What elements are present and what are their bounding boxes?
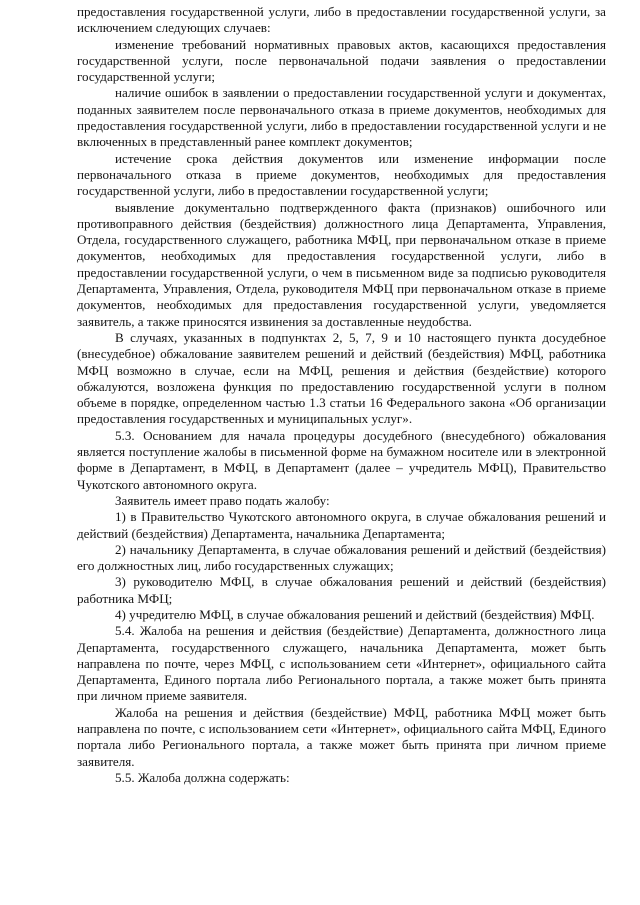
list-item-4: 4) учредителю МФЦ, в случае обжалования решений и действий (бездействия) МФЦ. — [115, 606, 595, 622]
paragraph-5-3: 5.3. Основанием для начала процедуры досудебного (внесудебного) обжалования является поступление жалобы в письменной форме на бумажном носителе или в электронной форме в Департамент, в МФЦ, в Департамент (далее – учредитель МФЦ), Правительство Чукотского автономного округа. — [77, 427, 606, 492]
list-item-3: 3) руководителю МФЦ, в случае обжалования решений и действий (бездействия) работника МФЦ; — [77, 574, 606, 606]
list-item-2: 2) начальнику Департамента, в случае обжалования решений и действий (бездействия) его должностных лиц, либо государственных служащих; — [77, 541, 606, 574]
paragraph-mfc-complaint: Жалоба на решения и действия (бездействие) МФЦ, работника МФЦ может быть направлена по почте, с использованием сети «Интернет», официального сайта МФЦ, Единого портала либо Регионального портала, а также может быть принята при личном приеме заявителя. — [77, 704, 606, 769]
paragraph-expiry-of-documents: истечение срока действия документов или изменение информации после первоначального отказа в приеме документов, необходимых для предоставления государственной услуги, либо в предоставлении государственной услуги; — [77, 150, 606, 199]
list-item-1: 1) в Правительство Чукотского автономного округа, в случае обжалования решений и действий (бездействия) Департамента, начальника Департамента; — [77, 509, 606, 541]
paragraph-change-requirements: изменение требований нормативных правовых актов, касающихся предоставления государственной услуги, после первоначальной подачи заявления о предоставлении государственной услуги; — [77, 36, 606, 85]
paragraph-right-to-complain: Заявитель имеет право подать жалобу: — [115, 492, 330, 508]
paragraph-continuation: предоставления государственной услуги, либо в предоставлении государственной услуги, за исключением следующих случаев: — [77, 4, 606, 36]
paragraph-5-4: 5.4. Жалоба на решения и действия (бездействие) Департамента, должностного лица Департамента, государственного служащего, начальника Департамента, может быть направлена по почте, через МФЦ, с использованием сети «Интернет», официального сайта Департамента, Единого портала либо Регионального портала, а также может быть принята при личном приеме заявителя. — [77, 623, 606, 704]
paragraph-mfc-appeal-cases: В случаях, указанных в подпунктах 2, 5, 7, 9 и 10 настоящего пункта досудебное (внесудебное) обжалование заявителем решений и действий (бездействия) МФЦ, работника МФЦ возможно в случае, если на МФЦ, решения и действия (бездействие) которого обжалуются, возложена функция по предоставлению государственной услуги в полном объеме в порядке, определенном частью 1.3 статьи 16 Федерального закона «Об организации предоставления государственных и муниципальных услуг». — [77, 329, 606, 427]
paragraph-erroneous-action: выявление документально подтвержденного факта (признаков) ошибочного или противоправного действия (бездействия) должностного лица Департамента, Управления, Отдела, государственного служащего, работника МФЦ, при первоначальном отказе в приеме документов, необходимых для предоставления государственной услуги, либо в предоставлении государственной услуги, о чем в письменном виде за подписью руководителя Департамента, Управления, Отдела, руководителя МФЦ при первоначальном отказе в приеме документов, необходимых для предоставления государственной услуги, уведомляется заявитель, а также приносятся извинения за доставленные неудобства. — [77, 199, 606, 329]
paragraph-errors-in-application: наличие ошибок в заявлении о предоставлении государственной услуги и документах, поданных заявителем после первоначального отказа в приеме документов, необходимых для предоставления государственной услуги, либо в предоставлении государственной услуги и не включенных в представленный ранее комплект документов; — [77, 85, 606, 150]
paragraph-5-5: 5.5. Жалоба должна содержать: — [115, 769, 290, 785]
